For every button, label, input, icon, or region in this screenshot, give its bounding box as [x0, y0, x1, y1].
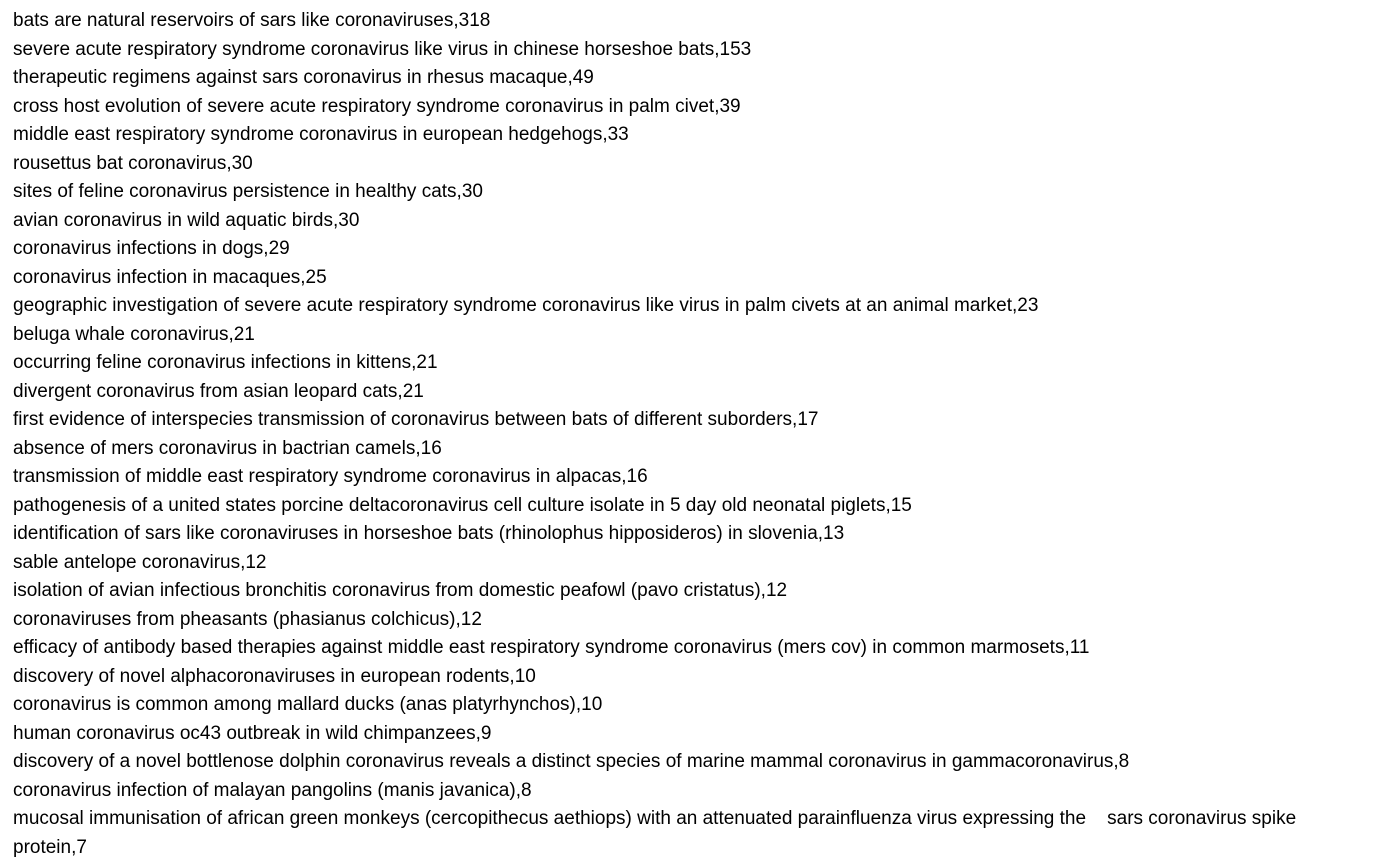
text-line: coronavirus infections in dogs,29 — [13, 238, 290, 259]
text-line: human coronavirus oc43 outbreak in wild chimpanzees,9 — [13, 722, 492, 744]
text-line: divergent coronavirus from asian leopard cats,21 — [13, 380, 424, 402]
text-line: identification of sars like coronaviruses in horseshoe bats (rhinolophus hipposideros) in slovenia,13 — [13, 523, 845, 544]
text-line: occurring feline coronavirus infections in kittens,21 — [13, 352, 438, 373]
text-line: efficacy of antibody based therapies against middle east respiratory syndrome coronavirus (mers cov) in common marmosets,11 — [13, 637, 1090, 658]
text-line: severe acute respiratory syndrome coronavirus like virus in chinese horseshoe bats,153 — [13, 38, 752, 60]
text-line: coronaviruses from pheasants (phasianus colchicus),12 — [13, 608, 482, 630]
text-line: geographic investigation of severe acute respiratory syndrome coronavirus like virus in palm civets at an animal market,23 — [13, 295, 1039, 316]
text-line: therapeutic regimens against sars coronavirus in rhesus macaque,49 — [13, 67, 594, 88]
text-line: avian coronavirus in wild aquatic birds,30 — [13, 209, 360, 231]
text-line: beluga whale coronavirus,21 — [13, 323, 255, 345]
text-line: coronavirus infection in macaques,25 — [13, 266, 327, 288]
text-line: protein,7 — [13, 836, 87, 858]
text-line: absence of mers coronavirus in bactrian camels,16 — [13, 437, 442, 459]
text-line: sites of feline coronavirus persistence in healthy cats,30 — [13, 181, 483, 202]
text-line: mucosal immunisation of african green monkeys (cercopithecus aethiops) with an attenuated parainfluenza virus expressing the sars coronavirus spike — [13, 808, 1297, 829]
text-line: coronavirus infection of malayan pangolins (manis javanica),8 — [13, 779, 532, 801]
text-line: isolation of avian infectious bronchitis coronavirus from domestic peafowl (pavo cristatus),12 — [13, 580, 788, 601]
text-line: rousettus bat coronavirus,30 — [13, 152, 253, 174]
text-line: discovery of novel alphacoronaviruses in european rodents,10 — [13, 665, 536, 687]
text-line: cross host evolution of severe acute respiratory syndrome coronavirus in palm civet,39 — [13, 95, 741, 117]
text-line: coronavirus is common among mallard ducks (anas platyrhynchos),10 — [13, 694, 603, 715]
text-line: discovery of a novel bottlenose dolphin coronavirus reveals a distinct species of marine mammal coronavirus in gammacoronavirus,8 — [13, 751, 1130, 772]
text-line: bats are natural reservoirs of sars like coronaviruses,318 — [13, 10, 491, 31]
text-line: middle east respiratory syndrome coronavirus in european hedgehogs,33 — [13, 124, 629, 145]
text-lines — [13, 7, 1393, 862]
text-line: pathogenesis of a united states porcine deltacoronavirus cell culture isolate in 5 day old neonatal piglets,15 — [13, 494, 912, 516]
text-line: first evidence of interspecies transmission of coronavirus between bats of different suborders,17 — [13, 409, 819, 430]
text-line: sable antelope coronavirus,12 — [13, 551, 267, 573]
text-line: transmission of middle east respiratory syndrome coronavirus in alpacas,16 — [13, 466, 648, 487]
